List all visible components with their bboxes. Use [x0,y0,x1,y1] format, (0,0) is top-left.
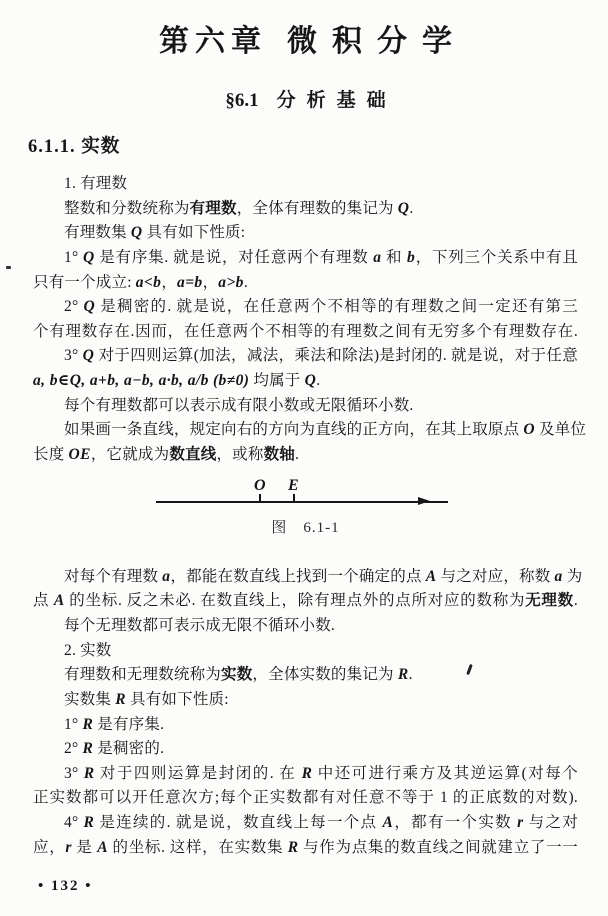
bold-term: 数直线 [169,446,217,464]
text-segment: . [409,199,414,217]
text-segment: 与之对 [523,814,578,832]
math-segment: OE [68,446,91,464]
text-segment: 1. 有理数 [64,175,128,192]
text-segment: 1° [64,715,83,733]
text-segment: . [408,666,413,684]
text-segment: 整数和分数统称为 [64,199,190,217]
text-segment: 有理数和无理数统称为 [64,666,222,684]
origin-tick [259,494,261,501]
math-segment: R [82,715,94,733]
text-segment: 是稠密的. [93,740,165,758]
text-segment: 对于四则运算是封闭的. 在 [94,764,302,782]
unit-point-label: E [288,476,299,494]
text-segment: 2. 实数 [64,641,112,659]
text-segment: 与之对应，称数 [436,567,555,585]
math-segment: R [287,838,299,856]
text-segment: 3° [64,764,84,782]
text-segment: . [573,592,578,610]
text-line [33,344,578,369]
text-line [33,589,578,614]
text-segment: 是 [71,838,98,856]
math-segment: O [523,421,535,439]
text-line [33,369,578,394]
chapter-title [33,24,578,60]
text-segment: 实数集 [64,690,116,708]
text-line [33,811,578,836]
text-line [33,221,578,246]
text-segment: 对每个有理数 [64,567,163,585]
math-segment: R [301,764,313,782]
math-segment: Q [397,199,410,217]
text-segment: 只有一个成立: [33,273,136,291]
subsection-heading: 6.1.1. 实数 [28,137,121,157]
text-segment: 具有如下性质: [125,690,229,708]
text-segment: ，都能在数直线上找到一个确定的点 [170,567,426,585]
text-segment: 及单位 [534,421,587,439]
math-segment: Q [83,248,95,266]
math-segment: R [83,764,95,782]
text-segment: 的坐标. 这样，在实数集 [107,838,288,856]
math-segment: R [115,690,126,708]
text-line [33,197,578,222]
math-segment: b [406,248,416,266]
text-segment: ， [202,273,219,291]
text-segment: 应， [33,838,66,856]
text-line [33,320,578,345]
math-segment: a [162,567,171,585]
text-segment: ， [161,273,178,291]
math-segment: R [82,740,94,758]
math-segment: A [53,592,65,610]
text-segment: 对于四则运算(加法，减法，乘法和除法)是封闭的. 就是说，对于任意 [94,347,578,365]
text-segment: 每个无理数都可表示成无限不循环小数. [64,616,335,634]
text-segment: 与作为点集的数直线之间就建立了一一 [298,838,578,856]
text-line [33,836,578,861]
text-segment: 2° [64,298,84,316]
text-segment: 3° [64,347,83,365]
axis-arrowhead-icon [418,497,430,505]
text-segment: ，全体实数的集记为 [252,666,398,684]
math-segment: Q [82,347,95,365]
math-segment: r [517,814,524,832]
text-segment: 如果画一条直线，规定向右的方向为直线的正方向，在其上取原点 [64,421,524,439]
text-line [33,418,587,443]
body-text-after-figure [33,565,583,861]
text-line [33,443,578,468]
bold-term: 实数 [221,666,253,684]
math-segment: Q [83,298,96,316]
text-line [33,565,583,590]
text-segment: 是连续的. 就是说，数直线上每一个点 [94,814,383,832]
section-title [33,88,578,114]
text-segment: 均属于 [249,372,305,390]
bold-term: 有理数 [189,199,237,217]
math-segment: R [397,666,409,684]
scan-artifact-speck [6,266,11,269]
math-segment: a<b [135,273,162,291]
text-line [33,246,578,271]
math-segment: r [65,838,72,856]
text-segment: . [316,372,321,390]
bold-term: 无理数 [525,592,574,610]
text-segment: 的坐标. 反之未必. 在数直线上，除有理点外的点所对应的数称为 [64,592,526,610]
math-segment: Q [304,372,317,390]
math-segment: A [382,814,394,832]
math-segment: a [373,248,382,266]
text-line [33,614,578,639]
text-segment: . [294,446,300,464]
number-line-figure [33,476,578,539]
section-name: 分析基础 [276,90,397,111]
text-line [33,688,578,713]
text-line [33,737,578,762]
text-segment: 中还可进行乘方及其逆运算(对每个 [312,764,578,782]
text-segment: ，它就成为 [90,446,170,464]
text-segment: ，全体有理数的集记为 [236,199,398,217]
text-segment: ，下列三个关系中有且 [415,248,578,266]
text-segment: 有理数集 [64,224,131,242]
text-line [33,713,578,738]
text-segment: 为 [562,567,583,585]
text-segment: 2° [64,740,83,758]
axis-line [156,501,448,504]
text-segment: 长度 [33,446,69,464]
unit-tick [293,494,295,501]
text-segment: ，或称 [216,446,264,464]
text-segment: 点 [33,592,54,610]
text-segment: 每个有理数都可以表示成有限小数或无限循环小数. [64,396,414,414]
text-segment: 是有序集. [93,715,165,733]
text-line [33,271,578,296]
body-text-before-figure [33,172,587,468]
text-line [33,394,578,419]
text-segment: 1° [64,248,84,266]
text-line [33,663,578,688]
math-segment: A [425,567,437,585]
text-line [33,762,578,787]
text-segment: 正实数都可以开任意次方;每个正实数都有对任意不等于 1 的正底数的对数). [33,789,578,807]
origin-point-label: O [254,476,266,494]
page-number: • 132 • [38,878,93,895]
text-segment: 是稠密的. 就是说，在任意两个不相等的有理数之间一定还有第三 [95,298,578,316]
bold-term: 数轴 [263,446,295,464]
number-line-axis [156,476,448,506]
text-line [33,295,578,320]
text-segment: 具有如下性质: [142,224,246,242]
text-line [33,786,578,811]
math-segment: a, b∈Q, a+b, a−b, a·b, a/b (b≠0) [33,372,250,390]
figure-caption: 图 6.1-1 [271,519,340,536]
text-segment: 个有理数存在.因而，在任意两个不相等的有理数之间有无穷多个有理数存在. [33,322,578,340]
math-segment: a=b [177,273,203,291]
math-segment: R [83,814,95,832]
math-segment: A [97,838,108,856]
text-segment: 是有序集. 就是说，对任意两个有理数 [94,248,374,266]
text-line [33,172,578,197]
math-segment: a [554,567,563,585]
math-segment: a>b [218,273,244,291]
math-segment: Q [130,224,143,242]
chapter-number: 第六章 [159,25,267,58]
text-segment: . [243,273,248,291]
text-segment: ，都有一个实数 [393,814,518,832]
text-line [33,639,578,664]
chapter-name: 微积分学 [287,25,467,58]
section-number: §6.1 [225,90,259,111]
text-segment: 和 [381,248,407,266]
text-segment: 4° [64,814,84,832]
